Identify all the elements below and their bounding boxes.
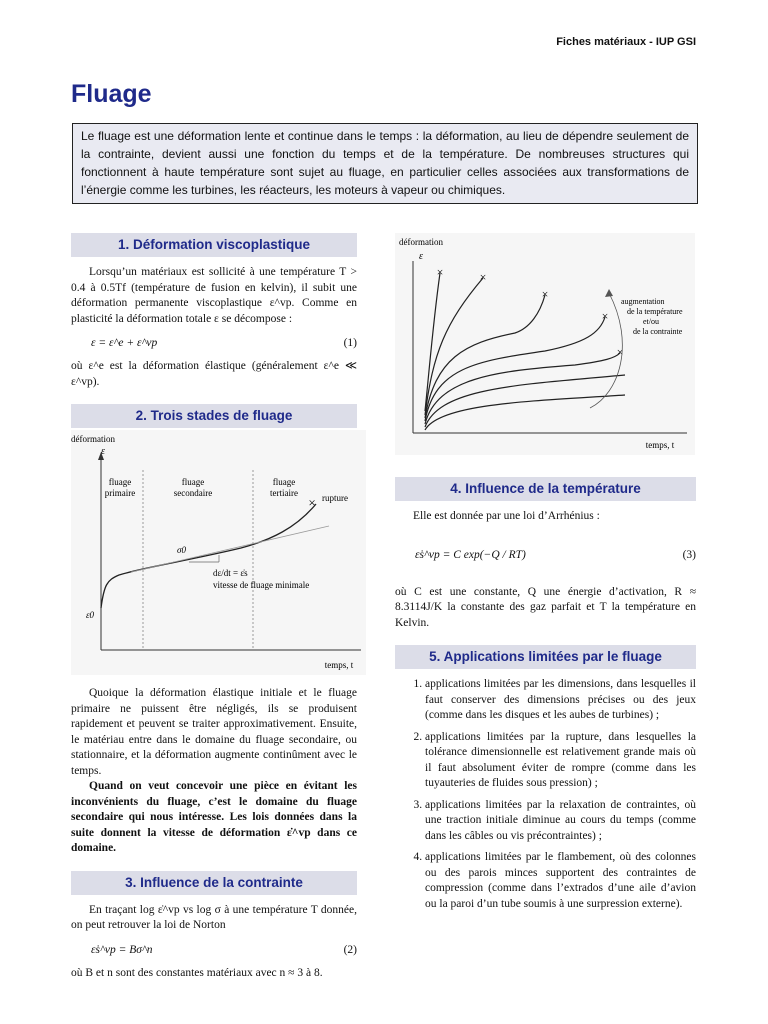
zone2-label-a: fluage bbox=[181, 477, 205, 487]
equation-1-number: (1) bbox=[343, 337, 357, 349]
page-title: Fluage bbox=[71, 80, 152, 108]
equation-3 bbox=[395, 545, 696, 565]
eps0-label: ε0 bbox=[86, 610, 95, 620]
annotation-line-2: de la température bbox=[627, 307, 683, 316]
rate-formula: dε/dt = ε̇s bbox=[213, 568, 248, 578]
fig-y-symbol: ε bbox=[419, 251, 423, 262]
left-column bbox=[71, 233, 357, 428]
equation-1 bbox=[71, 333, 357, 353]
annotation-line-3: et/ou bbox=[643, 317, 659, 326]
curve-3-rupture: × bbox=[541, 286, 549, 301]
section-4-title: 4. Influence de la température bbox=[395, 477, 696, 501]
rupture-mark: × bbox=[308, 494, 316, 510]
zone2-label-b: secondaire bbox=[173, 488, 213, 498]
section-5-title: 5. Applications limitées par le fluage bbox=[395, 645, 696, 669]
s4-paragraph-2: où C est une constante, Q une énergie d’activation, R ≈ 8.3114J/K la constante des gaz parfait et T la température en Kelvin. bbox=[395, 585, 696, 629]
sigma-label: σ0 bbox=[177, 545, 186, 555]
equation-2-number: (2) bbox=[343, 943, 357, 956]
creep-family-figure bbox=[395, 233, 695, 455]
s4-paragraph-1: Elle est donnée par une loi d’Arrhénius : bbox=[413, 510, 600, 522]
equation-2-formula: ε̇s^vp = Bσ^n bbox=[91, 943, 153, 956]
left-column-lower bbox=[71, 686, 357, 981]
equation-3-number: (3) bbox=[682, 548, 696, 561]
s3-paragraph-2: où B et n sont des constantes matériaux avec n ≈ 3 à 8. bbox=[71, 966, 323, 979]
annotation-line-4: de la contrainte bbox=[633, 327, 683, 336]
right-column bbox=[395, 477, 696, 918]
creep-stages-figure bbox=[71, 430, 366, 675]
section-1-title: 1. Déformation viscoplastique bbox=[71, 233, 357, 257]
zone3-label-b: tertiaire bbox=[270, 488, 298, 498]
zone1-label-a: fluage bbox=[108, 477, 132, 487]
s2-paragraph-2: Quand on veut concevoir une pièce en évitant les inconvénients du fluage, c’est le domaine du fluage secondaire qui nous intéresse. Les lois données dans la suite donnent la vitesse de déformation ε̇^vp dans ce domaine. bbox=[71, 780, 357, 854]
curve-4-rupture: × bbox=[601, 308, 609, 323]
running-header: Fiches matériaux - IUP GSI bbox=[556, 36, 696, 48]
list-item: 3. applications limitées par la relaxation de contraintes, où une traction initiale diminue au cours du temps (comme dans les câbles ou vis précontraintes) ; bbox=[425, 798, 696, 845]
s2-paragraph-1: Quoique la déformation élastique initiale et le fluage primaire ne puissent être négligés, ils se produisent rapidement et peuvent se traiter approximativement. Ensuite, le matériau entre dans le domaine du fluage secondaire, ou stationnaire, et la déformation augmente continûment avec le temps. bbox=[71, 687, 357, 777]
fig-x-label: temps, t bbox=[645, 440, 675, 450]
section-2-title: 2. Trois stades de fluage bbox=[71, 404, 357, 428]
s1-paragraph-2: où ε^e est la déformation élastique (généralement ε^e ≪ ε^vp). bbox=[71, 360, 357, 388]
intro-box: Le fluage est une déformation lente et continue dans le temps : la déformation, au lieu de dépendre seulement de la contrainte, devient aussi une fonction du temps et de la température. De nombreuses structures qui fonctionnent à haute température sont sujet au fluage, en particulier celles associées aux transformations de l’énergie comme les turbines, les réacteurs, les moteurs à vapeur ou chimiques. bbox=[72, 123, 698, 204]
fig-y-label: déformation bbox=[71, 434, 115, 444]
annotation-line-1: augmentation bbox=[621, 297, 665, 306]
curve-2-rupture: × bbox=[479, 269, 487, 284]
fig-y-label: déformation bbox=[399, 237, 443, 247]
fig-x-label: temps, t bbox=[324, 660, 354, 670]
zone1-label-b: primaire bbox=[104, 488, 136, 498]
s3-paragraph-1: En traçant log ε̇^vp vs log σ à une température T donnée, on peut retrouver la loi de Norton bbox=[71, 903, 357, 931]
applications-list bbox=[395, 677, 696, 912]
equation-2 bbox=[71, 940, 357, 960]
curve-5-rupture: × bbox=[616, 344, 624, 359]
section-3-title: 3. Influence de la contrainte bbox=[71, 871, 357, 895]
rupture-label: rupture bbox=[322, 493, 348, 503]
list-item: 1. applications limitées par les dimensions, dans lesquelles il faut conserver des dimensions précises ou des jeux (comme dans les disques et les aubes de turbines) ; bbox=[425, 677, 696, 724]
rate-label: vitesse de fluage minimale bbox=[213, 580, 310, 590]
s1-paragraph-1: Lorsqu’un matériaux est sollicité à une température T > 0.4 à 0.5Tf (température de fusion en kelvin), il subit une déformation permanente viscoplastique ε^vp. Comme en plasticité la déformation totale ε se décompose : bbox=[71, 266, 357, 325]
list-item: 4. applications limitées par le flambement, où des colonnes ou des parois minces supportent des contraintes de compression (comme dans l’extrados d’une aile d’avion ou la paroi d’un tube soumis à une surpression externe). bbox=[425, 850, 696, 912]
list-item: 2. applications limitées par la rupture, dans lesquelles la tolérance dimensionnelle est relativement grande mais où il faut absolument éviter de rompre (comme dans les tuyauteries de fluides sous pression) ; bbox=[425, 730, 696, 792]
equation-1-formula: ε = ε^e + ε^vp bbox=[91, 337, 158, 349]
zone3-label-a: fluage bbox=[272, 477, 296, 487]
equation-3-formula: ε̇s^vp = C exp(−Q / RT) bbox=[415, 548, 526, 561]
fig-y-symbol: ε bbox=[101, 446, 105, 457]
curve-1-rupture: × bbox=[436, 264, 444, 279]
